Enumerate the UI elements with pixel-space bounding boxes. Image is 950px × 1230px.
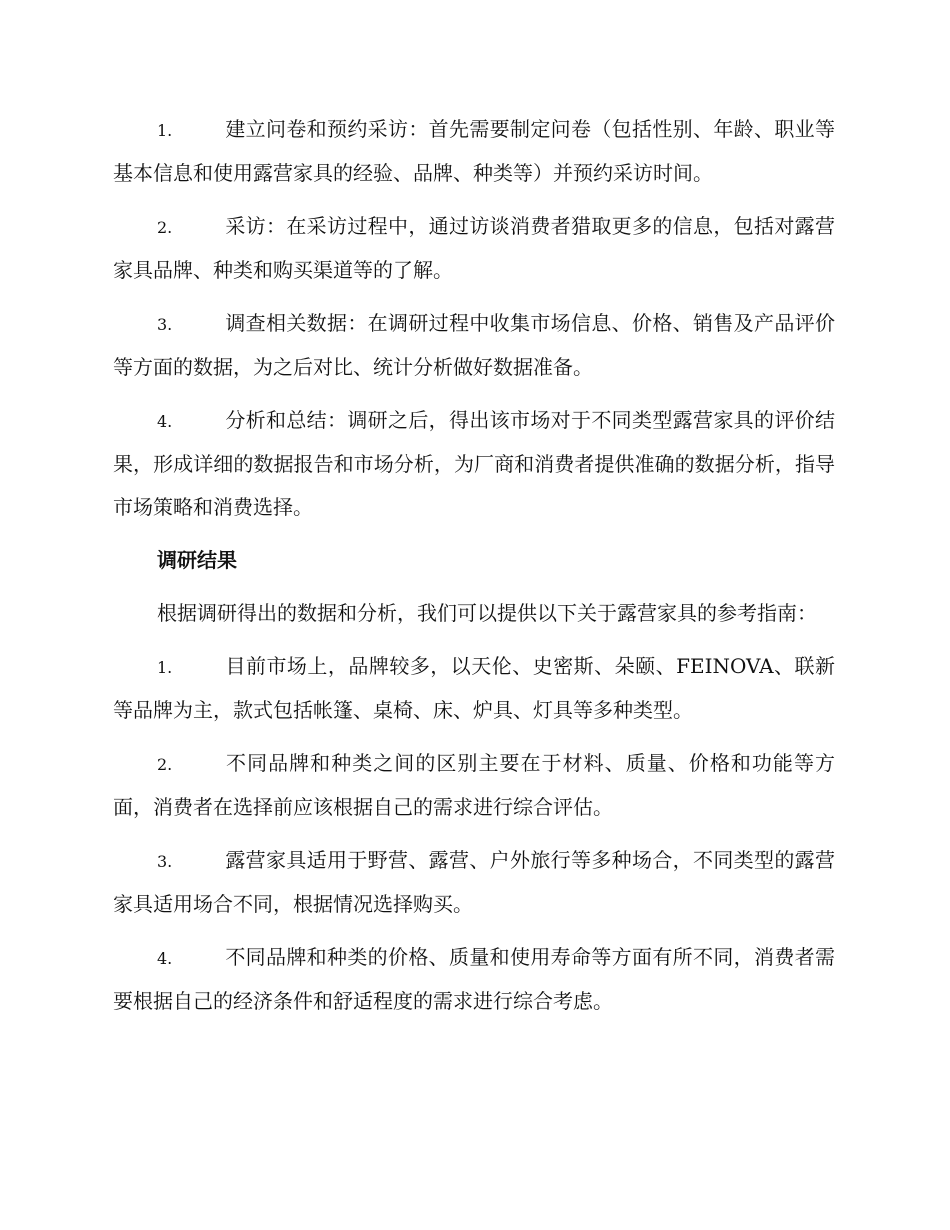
list-text: 目前市场上，品牌较多，以天伦、史密斯、朵颐、FEINOVA、联新等品牌为主，款式包括帐篷、桌椅、床、炉具、灯具等多种类型。 (113, 654, 835, 722)
list-number: 2. (157, 755, 173, 774)
list-number: 4. (157, 412, 173, 431)
list-number: 3. (157, 852, 173, 871)
method-step-2 (113, 205, 835, 292)
list-text: 调查相关数据：在调研过程中收集市场信息、价格、销售及产品评价等方面的数据，为之后对比、统计分析做好数据准备。 (113, 311, 835, 379)
results-intro: 根据调研得出的数据和分析，我们可以提供以下关于露营家具的参考指南： (157, 601, 817, 625)
list-number: 1. (157, 121, 173, 140)
result-item-4 (113, 936, 835, 1023)
list-number: 2. (157, 218, 173, 237)
list-text: 建立问卷和预约采访：首先需要制定问卷（包括性别、年龄、职业等基本信息和使用露营家具的经验、品牌、种类等）并预约采访时间。 (113, 117, 835, 185)
list-text: 不同品牌和种类的价格、质量和使用寿命等方面有所不同，消费者需要根据自己的经济条件和舒适程度的需求进行综合考虑。 (113, 945, 835, 1013)
list-text: 不同品牌和种类之间的区别主要在于材料、质量、价格和功能等方面，消费者在选择前应该根据自己的需求进行综合评估。 (113, 751, 835, 819)
list-text: 分析和总结：调研之后，得出该市场对于不同类型露营家具的评价结果，形成详细的数据报告和市场分析，为厂商和消费者提供准确的数据分析，指导市场策略和消费选择。 (113, 408, 835, 519)
method-step-4 (113, 399, 835, 529)
document-body (113, 108, 835, 1033)
result-item-3 (113, 839, 835, 926)
list-text: 采访：在采访过程中，通过访谈消费者猎取更多的信息，包括对露营家具品牌、种类和购买渠道等的了解。 (113, 214, 835, 282)
result-item-1 (113, 645, 835, 732)
method-step-3 (113, 302, 835, 389)
result-item-2 (113, 742, 835, 829)
list-number: 1. (157, 658, 173, 677)
section-heading: 调研结果 (157, 548, 237, 572)
list-text: 露营家具适用于野营、露营、户外旅行等多种场合，不同类型的露营家具适用场合不同，根据情况选择购买。 (113, 848, 835, 916)
list-number: 3. (157, 315, 173, 334)
list-number: 4. (157, 949, 173, 968)
method-step-1 (113, 108, 835, 195)
